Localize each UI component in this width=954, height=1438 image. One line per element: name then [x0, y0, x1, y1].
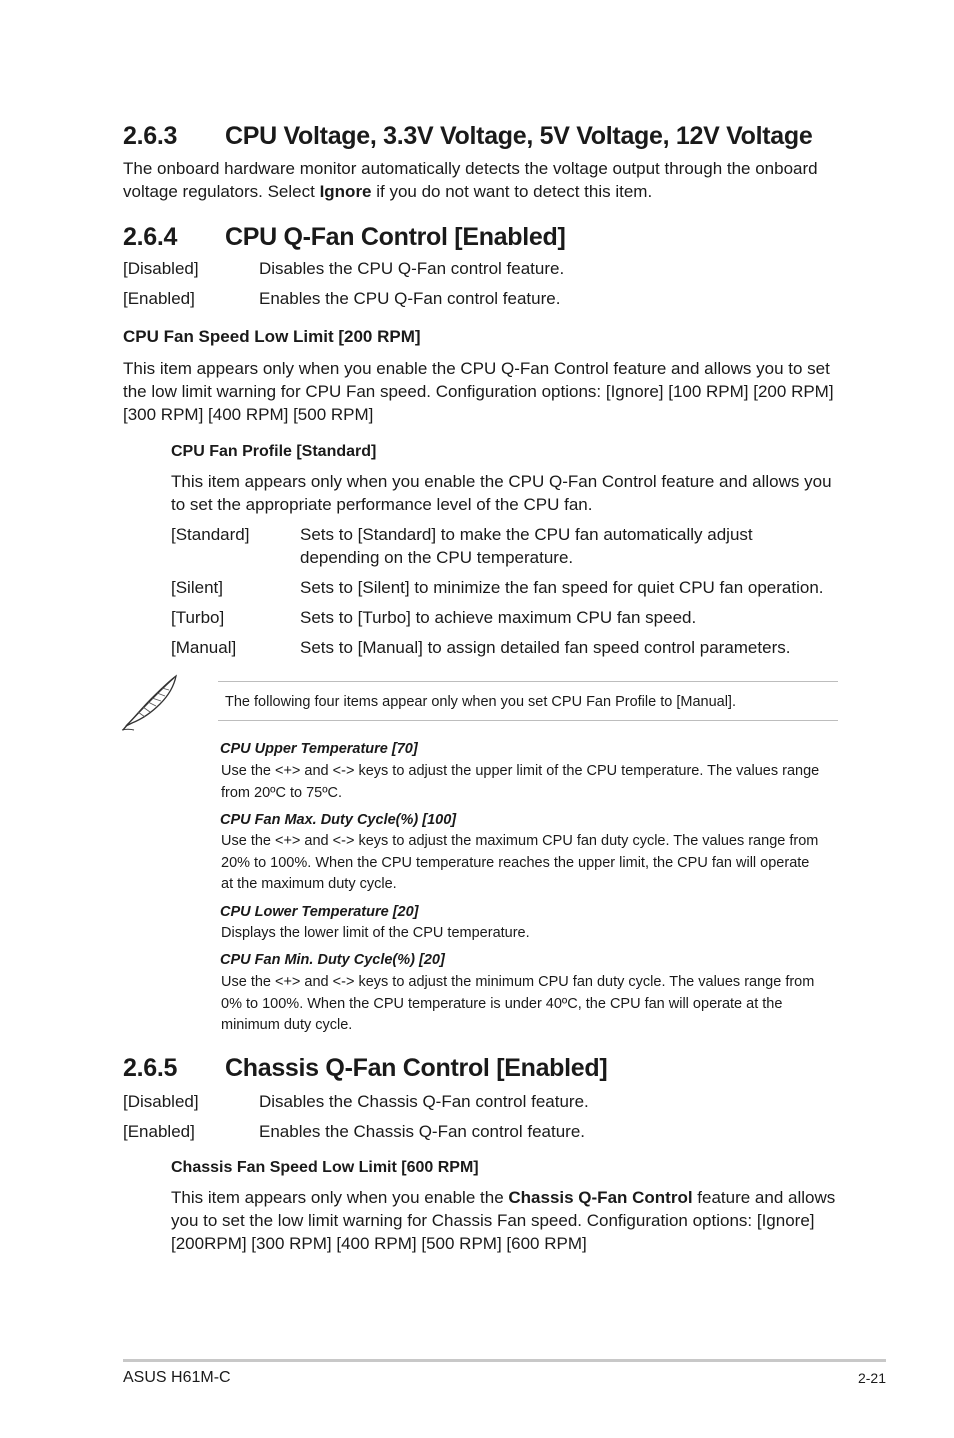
footer-rule	[123, 1359, 886, 1362]
option-desc: Sets to [Standard] to make the CPU fan automatically adjust depending on the CPU temperature.	[300, 525, 753, 567]
bold-term: Ignore	[319, 182, 372, 201]
page-number: 2-21	[857, 1370, 886, 1386]
section-heading-2-6-3	[123, 121, 843, 151]
manual-item-title: CPU Fan Min. Duty Cycle(%) [20]	[220, 952, 445, 968]
option-desc: Sets to [Turbo] to achieve maximum CPU fan speed.	[300, 608, 697, 627]
manual-item-body: Use the <+> and <-> keys to adjust the minimum CPU fan duty cycle. The values range from 0% to 100%. When the CPU temperature is under 40ºC, the CPU fan will operate at the minimum duty cycle.	[221, 974, 815, 1033]
option-key: [Enabled]	[123, 289, 195, 308]
manual-item-body: Use the <+> and <-> keys to adjust the maximum CPU fan duty cycle. The values range from 20% to 100%. When the CPU temperature reaches the upper limit, the CPU fan will operate at the maximum duty cycle.	[221, 833, 819, 892]
section-title: CPU Voltage, 3.3V Voltage, 5V Voltage, 12V Voltage	[225, 122, 813, 150]
section-number: 2.6.3	[123, 122, 178, 150]
note-text: The following four items appear only when you set CPU Fan Profile to [Manual].	[225, 694, 736, 710]
section-heading-2-6-4	[123, 222, 843, 252]
manual-item-title: CPU Fan Max. Duty Cycle(%) [100]	[220, 812, 457, 828]
section-number: 2.6.5	[123, 1054, 178, 1082]
note-bottom-rule	[218, 720, 838, 721]
option-desc: Sets to [Silent] to minimize the fan speed for quiet CPU fan operation.	[300, 578, 824, 597]
section-heading-2-6-5	[123, 1053, 843, 1083]
option-key: [Disabled]	[123, 1092, 199, 1111]
subsection-title: CPU Fan Speed Low Limit [200 RPM]	[123, 327, 421, 346]
section-title: Chassis Q-Fan Control [Enabled]	[225, 1054, 608, 1082]
section-body: The onboard hardware monitor automatically detects the voltage output through the onboard voltage regulators. Select Ignore if you do not want to detect this item.	[123, 159, 818, 201]
footer-product: ASUS H61M-C	[123, 1369, 231, 1386]
subsection-body: This item appears only when you enable the Chassis Q-Fan Control feature and allows you to set the low limit warning for Chassis Fan speed. Configuration options: [Ignore] [200RPM] [300 RPM] [400 RPM] [500 RPM] [600 RPM]	[171, 1188, 836, 1253]
manual-item-body: Displays the lower limit of the CPU temperature.	[221, 925, 530, 941]
option-desc: Disables the Chassis Q-Fan control feature.	[259, 1092, 589, 1111]
manual-item-title: CPU Lower Temperature [20]	[220, 904, 419, 920]
option-desc: Enables the CPU Q-Fan control feature.	[259, 289, 561, 308]
profile-body: This item appears only when you enable the CPU Q-Fan Control feature and allows you to set the appropriate performance level of the CPU fan.	[171, 472, 832, 514]
option-key: [Enabled]	[123, 1122, 195, 1141]
subsection-body: This item appears only when you enable the CPU Q-Fan Control feature and allows you to set the low limit warning for CPU Fan speed. Configuration options: [Ignore] [100 RPM] [200 RPM] [300 RPM] [400 RPM] [500 RPM]	[123, 359, 834, 424]
option-desc: Disables the CPU Q-Fan control feature.	[259, 259, 565, 278]
subsection-title: Chassis Fan Speed Low Limit [600 RPM]	[171, 1159, 479, 1176]
option-key: [Standard]	[171, 525, 250, 544]
profile-title: CPU Fan Profile [Standard]	[171, 443, 377, 460]
option-key: [Silent]	[171, 578, 223, 597]
section-title: CPU Q-Fan Control [Enabled]	[225, 223, 566, 251]
manual-item-body: Use the <+> and <-> keys to adjust the upper limit of the CPU temperature. The values range from 20ºC to 75ºC.	[221, 763, 820, 801]
option-key: [Manual]	[171, 638, 237, 657]
option-desc: Enables the Chassis Q-Fan control feature.	[259, 1122, 585, 1141]
note-top-rule	[218, 681, 838, 682]
option-key: [Disabled]	[123, 259, 199, 278]
option-desc: Sets to [Manual] to assign detailed fan speed control parameters.	[300, 638, 791, 657]
quill-pen-icon	[120, 672, 182, 732]
option-key: [Turbo]	[171, 608, 225, 627]
section-number: 2.6.4	[123, 223, 178, 251]
manual-item-title: CPU Upper Temperature [70]	[220, 741, 418, 757]
bold-term: Chassis Q-Fan Control	[508, 1188, 693, 1207]
